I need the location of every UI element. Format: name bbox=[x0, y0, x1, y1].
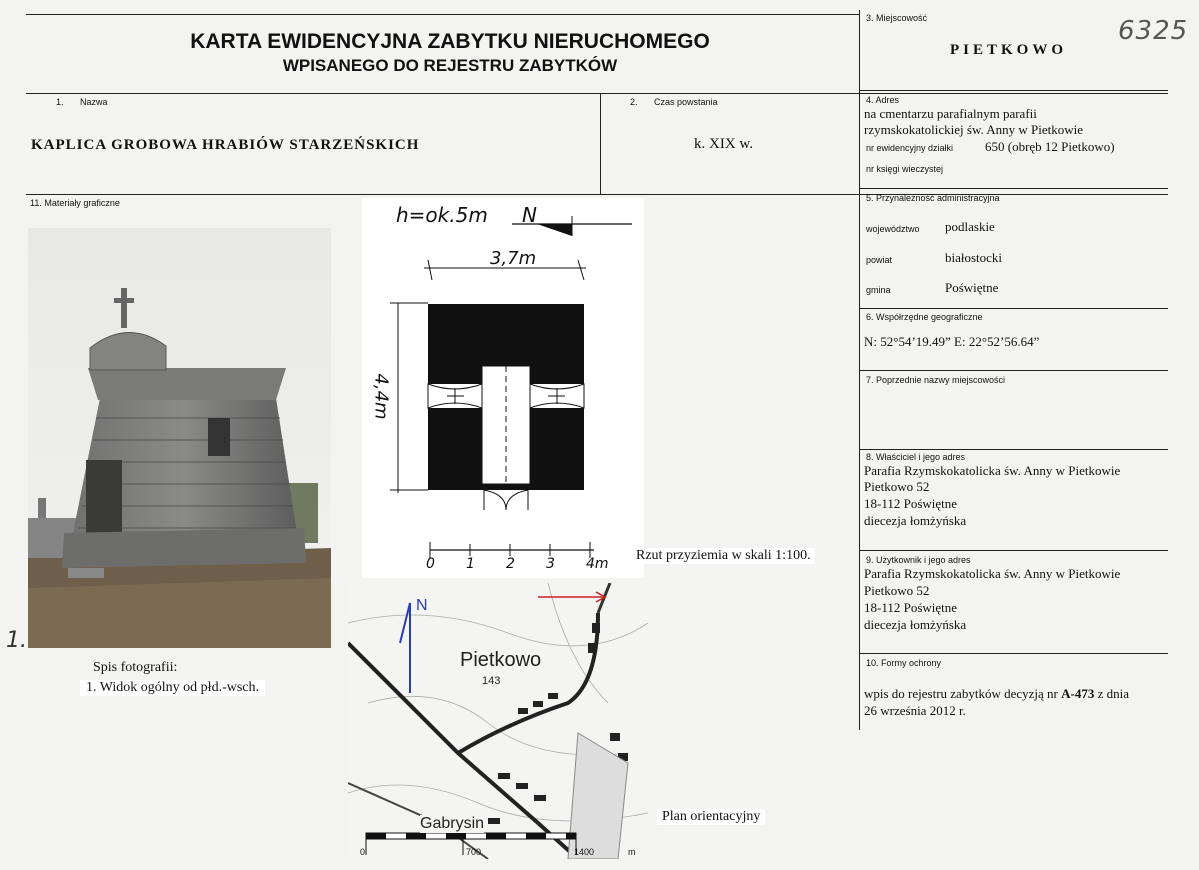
user-label: 9. Użytkownik i jego adres bbox=[866, 555, 971, 565]
right-rule-1 bbox=[860, 90, 1168, 91]
chapel-photo-drawing bbox=[28, 228, 331, 648]
plan-north-label: N bbox=[522, 203, 537, 227]
owner-line: diecezja łomżyńska bbox=[864, 513, 967, 528]
plan-width-label: 3,7m bbox=[490, 248, 537, 269]
protection-line-2: 26 września 2012 r. bbox=[864, 703, 966, 718]
map-scale-label: 0 bbox=[360, 847, 366, 857]
plan-caption: Rzut przyziemia w skali 1:100. bbox=[632, 548, 815, 564]
location-map-drawing bbox=[348, 583, 648, 859]
land-register-label: nr księgi wieczystej bbox=[866, 164, 944, 174]
right-rule-4 bbox=[860, 188, 1168, 189]
protection-label: 10. Formy ochrony bbox=[866, 658, 942, 668]
right-rule-5 bbox=[860, 308, 1168, 309]
owner-line: 18-112 Poświętne bbox=[864, 496, 958, 511]
right-rule-9 bbox=[860, 653, 1168, 654]
graphics-label: 11. Materiały graficzne bbox=[30, 198, 120, 208]
voivodeship-value: podlaskie bbox=[945, 219, 995, 234]
map-scale-label: 700 bbox=[466, 847, 482, 857]
coords-value: N: 52°54’19.49” E: 22°52’56.64” bbox=[864, 334, 1040, 349]
right-rule-6 bbox=[860, 370, 1168, 371]
commune-value: Poświętne bbox=[945, 280, 999, 295]
plot-value: 650 (obręb 12 Pietkowo) bbox=[985, 139, 1115, 154]
catalog-number: 6325 bbox=[1118, 16, 1189, 46]
floor-plan bbox=[362, 198, 644, 578]
user-line: diecezja łomżyńska bbox=[864, 617, 967, 632]
name-label: Nazwa bbox=[80, 97, 108, 107]
protection-text: wpis do rejestru zabytków decyzją nr bbox=[864, 686, 1062, 701]
user-line: Parafia Rzymskokatolicka św. Anny w Pietkowie bbox=[864, 566, 1121, 581]
map-scale-label: 1400 bbox=[574, 847, 595, 857]
user-line: 18-112 Poświętne bbox=[864, 600, 958, 615]
address-line-1: na cmentarzu parafialnym parafii bbox=[864, 106, 1037, 121]
scale-tick-label: 4m bbox=[586, 556, 609, 572]
coords-label: 6. Współrzędne geograficzne bbox=[866, 312, 983, 322]
location-map bbox=[348, 583, 648, 859]
map-place-pietkowo: Pietkowo bbox=[460, 649, 542, 671]
owner-line: Pietkowo 52 bbox=[864, 479, 930, 494]
map-place-gabrysin: Gabrysin bbox=[420, 815, 485, 832]
locality-label: 3. Miejscowość bbox=[866, 13, 928, 23]
photo-list-title: Spis fotografii: bbox=[93, 660, 178, 675]
address-label: 4. Adres bbox=[866, 95, 900, 105]
name-value: KAPLICA GROBOWA HRABIÓW STARZEŃSKICH bbox=[31, 137, 420, 153]
plan-depth-label: 4,4m bbox=[370, 373, 392, 420]
photo-list-item: 1. Widok ogólny od płd.-wsch. bbox=[80, 680, 265, 696]
admin-label: 5. Przynależność administracyjna bbox=[866, 193, 1000, 203]
decision-number: A-473 bbox=[1061, 686, 1095, 701]
date-value: k. XIX w. bbox=[694, 136, 754, 152]
scale-tick-label: 0 bbox=[426, 556, 435, 572]
card-subtitle: WPISANEGO DO REJESTRU ZABYTKÓW bbox=[282, 56, 618, 75]
protection-line-1 bbox=[864, 686, 1129, 702]
date-label-number: 2. bbox=[630, 97, 638, 107]
chapel-photo bbox=[28, 228, 331, 648]
protection-text: z dnia bbox=[1094, 686, 1129, 701]
scale-tick-label: 2 bbox=[506, 556, 515, 572]
previous-names-label: 7. Poprzednie nazwy miejscowości bbox=[866, 375, 1006, 385]
address-line-2: rzymskokatolickiej św. Anny w Pietkowie bbox=[864, 122, 1084, 137]
voivodeship-label: województwo bbox=[866, 224, 920, 234]
right-rule-8 bbox=[860, 550, 1168, 551]
map-caption: Plan orientacyjny bbox=[657, 809, 765, 825]
scale-tick-label: 3 bbox=[546, 556, 555, 572]
county-label: powiat bbox=[866, 255, 893, 265]
name-date-divider bbox=[600, 93, 601, 195]
owner-line: Parafia Rzymskokatolicka św. Anny w Pietkowie bbox=[864, 463, 1121, 478]
photo-number: 1. bbox=[6, 628, 27, 653]
right-rule-7 bbox=[860, 449, 1168, 450]
plan-height-note: h=ok.5m bbox=[396, 203, 488, 227]
user-line: Pietkowo 52 bbox=[864, 583, 930, 598]
top-border bbox=[26, 14, 860, 15]
name-label-number: 1. bbox=[56, 97, 64, 107]
map-north-label: N bbox=[416, 597, 428, 614]
map-elevation: 143 bbox=[482, 675, 501, 687]
map-scale-label: m bbox=[628, 847, 636, 857]
county-value: białostocki bbox=[945, 250, 1003, 265]
card-title: KARTA EWIDENCYJNA ZABYTKU NIERUCHOMEGO bbox=[190, 30, 710, 53]
owner-label: 8. Właściciel i jego adres bbox=[866, 452, 966, 462]
date-label: Czas powstania bbox=[654, 97, 718, 107]
locality-value: PIETKOWO bbox=[950, 42, 1068, 58]
scale-tick-label: 1 bbox=[466, 556, 475, 572]
header-bottom-border bbox=[26, 93, 1168, 94]
commune-label: gmina bbox=[866, 285, 891, 295]
plot-label: nr ewidencyjny działki bbox=[866, 143, 954, 153]
